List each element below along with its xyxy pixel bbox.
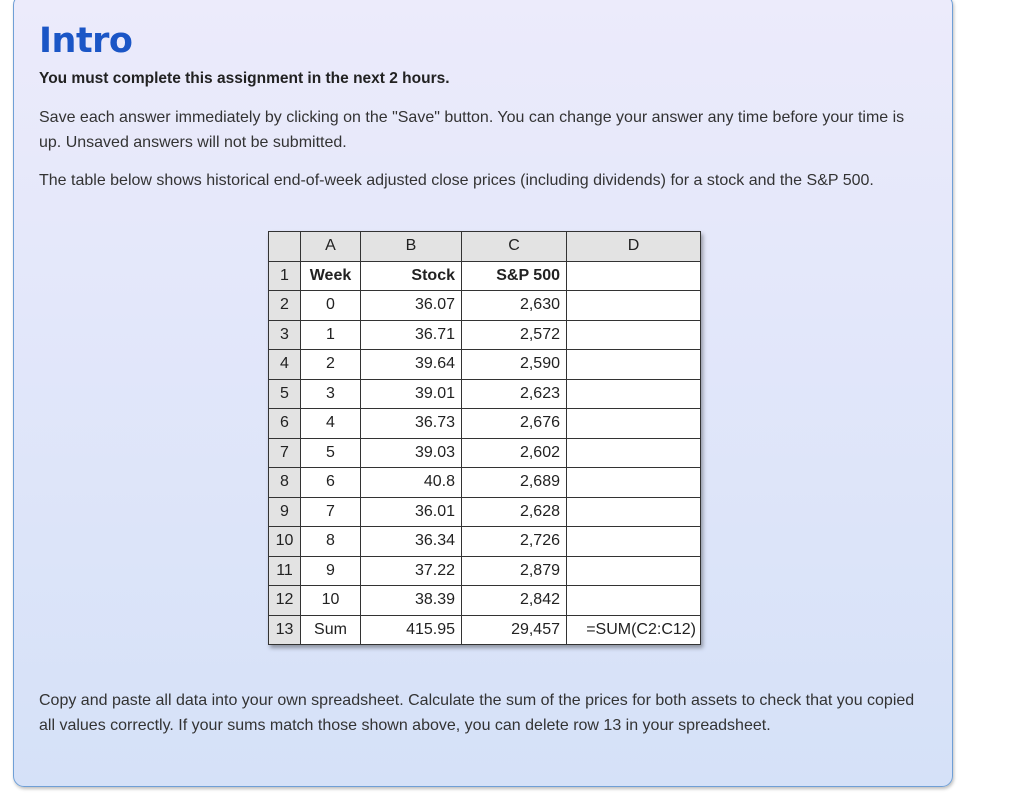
column-header: C bbox=[462, 232, 567, 262]
d-cell bbox=[567, 468, 701, 498]
column-header: A bbox=[301, 232, 361, 262]
column-header-row bbox=[269, 232, 701, 262]
sp500-cell: 2,572 bbox=[462, 320, 567, 350]
d-cell bbox=[567, 586, 701, 616]
price-table bbox=[268, 231, 701, 645]
save-instructions: Save each answer immediately by clicking on the "Save" button. You can change your answer any time before your time is up. Unsaved answers will not be submitted. bbox=[39, 109, 905, 151]
row-number: 1 bbox=[269, 261, 301, 291]
page-title: Intro bbox=[39, 21, 133, 61]
table-row bbox=[269, 379, 701, 409]
stock-cell: 39.64 bbox=[361, 350, 462, 380]
table-row bbox=[269, 409, 701, 439]
table-row bbox=[269, 556, 701, 586]
table-row bbox=[269, 350, 701, 380]
week-cell: 9 bbox=[301, 556, 361, 586]
column-header: D bbox=[567, 232, 701, 262]
d-cell bbox=[567, 497, 701, 527]
d-cell bbox=[567, 438, 701, 468]
sp500-cell: 2,689 bbox=[462, 468, 567, 498]
stock-cell: 36.73 bbox=[361, 409, 462, 439]
header-week: Week bbox=[301, 261, 361, 291]
table-row bbox=[269, 527, 701, 557]
corner-cell bbox=[269, 232, 301, 262]
stock-cell: 37.22 bbox=[361, 556, 462, 586]
d-cell bbox=[567, 291, 701, 321]
row-number: 10 bbox=[269, 527, 301, 557]
copy-instructions: Copy and paste all data into your own spreadsheet. Calculate the sum of the prices for both assets to check that you copied all values correctly. If your sums match those shown above, you can delete row 13 in your spreadsheet. bbox=[39, 692, 915, 734]
sp500-cell: 2,726 bbox=[462, 527, 567, 557]
row-number: 2 bbox=[269, 291, 301, 321]
table-row bbox=[269, 468, 701, 498]
sp500-cell: 2,590 bbox=[462, 350, 567, 380]
header-d bbox=[567, 261, 701, 291]
sp500-cell: 2,623 bbox=[462, 379, 567, 409]
d-cell bbox=[567, 527, 701, 557]
week-cell: 5 bbox=[301, 438, 361, 468]
stock-cell: 40.8 bbox=[361, 468, 462, 498]
d-cell: =SUM(C2:C12) bbox=[567, 615, 701, 645]
week-cell: 1 bbox=[301, 320, 361, 350]
stock-cell: 36.01 bbox=[361, 497, 462, 527]
week-cell: 6 bbox=[301, 468, 361, 498]
table-description: The table below shows historical end-of-week adjusted close prices (including dividends) for a stock and the S&P 500. bbox=[39, 172, 874, 189]
table-row bbox=[269, 438, 701, 468]
table-row bbox=[269, 586, 701, 616]
week-cell: 8 bbox=[301, 527, 361, 557]
table-row bbox=[269, 497, 701, 527]
row-number: 9 bbox=[269, 497, 301, 527]
week-cell: 10 bbox=[301, 586, 361, 616]
stock-cell: 415.95 bbox=[361, 615, 462, 645]
stock-cell: 39.01 bbox=[361, 379, 462, 409]
d-cell bbox=[567, 379, 701, 409]
header-sp500: S&P 500 bbox=[462, 261, 567, 291]
row-number: 13 bbox=[269, 615, 301, 645]
stock-cell: 36.34 bbox=[361, 527, 462, 557]
week-cell: 4 bbox=[301, 409, 361, 439]
week-cell: 3 bbox=[301, 379, 361, 409]
table-row bbox=[269, 291, 701, 321]
row-number: 12 bbox=[269, 586, 301, 616]
sp500-cell: 2,842 bbox=[462, 586, 567, 616]
week-cell: 7 bbox=[301, 497, 361, 527]
row-number: 4 bbox=[269, 350, 301, 380]
week-cell: Sum bbox=[301, 615, 361, 645]
time-limit-warning: You must complete this assignment in the next 2 hours. bbox=[39, 70, 450, 87]
d-cell bbox=[567, 556, 701, 586]
row-number: 8 bbox=[269, 468, 301, 498]
stock-cell: 38.39 bbox=[361, 586, 462, 616]
stock-cell: 39.03 bbox=[361, 438, 462, 468]
sp500-cell: 2,602 bbox=[462, 438, 567, 468]
sp500-cell: 2,630 bbox=[462, 291, 567, 321]
row-number: 11 bbox=[269, 556, 301, 586]
table-row bbox=[269, 320, 701, 350]
stock-cell: 36.07 bbox=[361, 291, 462, 321]
sp500-cell: 29,457 bbox=[462, 615, 567, 645]
column-header: B bbox=[361, 232, 462, 262]
row-number: 3 bbox=[269, 320, 301, 350]
d-cell bbox=[567, 350, 701, 380]
row-number: 5 bbox=[269, 379, 301, 409]
stock-cell: 36.71 bbox=[361, 320, 462, 350]
sp500-cell: 2,628 bbox=[462, 497, 567, 527]
d-cell bbox=[567, 409, 701, 439]
row-number: 7 bbox=[269, 438, 301, 468]
table-header-row bbox=[269, 261, 701, 291]
header-stock: Stock bbox=[361, 261, 462, 291]
sp500-cell: 2,879 bbox=[462, 556, 567, 586]
table-row bbox=[269, 615, 701, 645]
row-number: 6 bbox=[269, 409, 301, 439]
d-cell bbox=[567, 320, 701, 350]
week-cell: 2 bbox=[301, 350, 361, 380]
sp500-cell: 2,676 bbox=[462, 409, 567, 439]
week-cell: 0 bbox=[301, 291, 361, 321]
